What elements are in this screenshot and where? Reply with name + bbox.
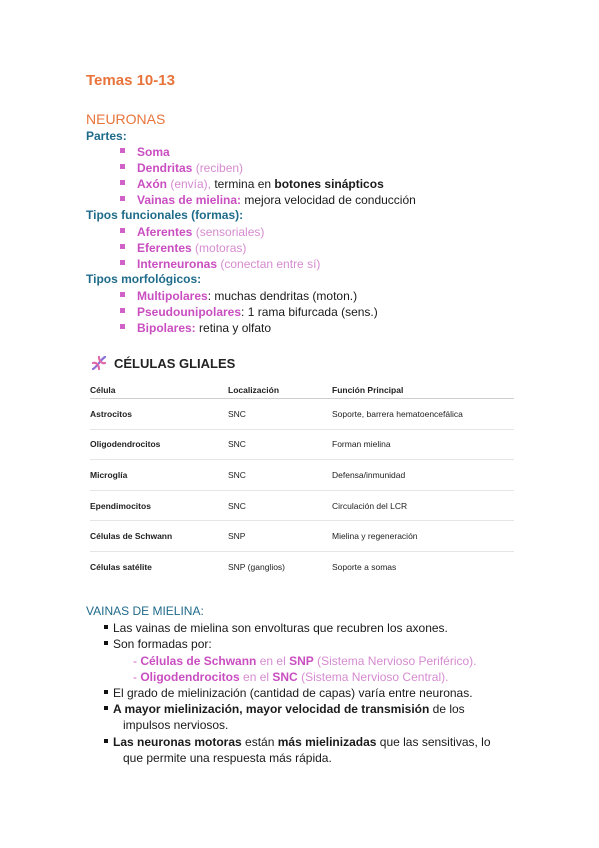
vainas-bullet: Son formadas por: <box>104 636 212 652</box>
cell-celula: Oligodendrocitos <box>90 439 161 450</box>
table-row <box>90 399 514 430</box>
morfologicos-item: Bipolares: retina y olfato <box>120 320 271 336</box>
table-header <box>90 382 514 399</box>
vainas-subitem: - Células de Schwann en el SNP (Sistema Nervioso Periférico). <box>133 654 477 668</box>
cell-funcion: Soporte a somas <box>332 561 397 572</box>
bullet-square-icon <box>120 196 125 201</box>
glial-heading <box>90 354 235 372</box>
table-row <box>90 491 514 522</box>
cell-celula: Células satélite <box>90 561 152 572</box>
partes-item: Vainas de mielina: mejora velocidad de conducción <box>120 192 416 208</box>
bullet-square-icon <box>120 324 125 329</box>
cell-funcion: Mielina y regeneración <box>332 531 418 542</box>
morfologicos-item: Pseudounipolares: 1 rama bifurcada (sens.) <box>120 304 378 320</box>
cell-funcion: Circulación del LCR <box>332 500 408 511</box>
partes-item: Soma <box>120 144 170 160</box>
cell-celula: Astrocitos <box>90 408 133 419</box>
morfologicos-item: Multipolares: muchas dendritas (moton.) <box>120 288 357 304</box>
cell-celula: Microglía <box>90 469 128 480</box>
column-header: Localización <box>228 385 280 395</box>
neuronas-heading: NEURONAS <box>86 111 166 127</box>
cell-localizacion: SNC <box>228 500 246 511</box>
column-header: Función Principal <box>332 385 404 395</box>
table-row <box>90 552 514 582</box>
partes-item: Dendritas (reciben) <box>120 160 243 176</box>
cell-localizacion: SNP (ganglios) <box>228 561 286 572</box>
bullet-square-icon <box>120 244 125 249</box>
bullet-square-icon <box>120 148 125 153</box>
bullet-square-icon <box>120 260 125 265</box>
funcionales-label: Tipos funcionales (formas): <box>86 208 244 222</box>
vainas-subitem: - Oligodendrocitos en el SNC (Sistema Nervioso Central). <box>133 670 449 684</box>
cell-celula: Células de Schwann <box>90 531 173 542</box>
partes-label: Partes: <box>86 129 127 143</box>
page-title: Temas 10-13 <box>86 72 175 89</box>
bullet-square-icon <box>104 739 108 743</box>
bullet-square-icon <box>120 180 125 185</box>
vainas-bullet: Las vainas de mielina son envolturas que recubren los axones. <box>104 620 448 636</box>
vainas-bullet: A mayor mielinización, mayor velocidad de transmisión de los <box>104 701 465 717</box>
bullet-square-icon <box>120 308 125 313</box>
table-row <box>90 460 514 491</box>
cell-localizacion: SNC <box>228 469 246 480</box>
cell-localizacion: SNP <box>228 531 246 542</box>
bullet-square-icon <box>120 164 125 169</box>
cell-celula: Ependimocitos <box>90 500 151 511</box>
bullet-square-icon <box>104 641 108 645</box>
table-row <box>90 521 514 552</box>
table-row <box>90 430 514 461</box>
glial-title: CÉLULAS GLIALES <box>114 355 236 371</box>
funcionales-item: Aferentes (sensoriales) <box>120 224 264 240</box>
vainas-heading: VAINAS DE MIELINA: <box>86 604 204 618</box>
cell-localizacion: SNC <box>228 408 246 419</box>
funcionales-item: Interneuronas (conectan entre sí) <box>120 256 320 272</box>
vainas-bullet: Las neuronas motoras están más mielinizadas que las sensitivas, lo <box>104 734 491 750</box>
vainas-bullet: El grado de mielinización (cantidad de capas) varía entre neuronas. <box>104 685 473 701</box>
cell-funcion: Forman mielina <box>332 439 391 450</box>
bullet-square-icon <box>104 625 108 629</box>
bullet-square-icon <box>104 690 108 694</box>
bullet-square-icon <box>104 706 108 710</box>
cell-funcion: Defensa/inmunidad <box>332 469 406 480</box>
bullet-square-icon <box>120 228 125 233</box>
vainas-continuation: que permite una respuesta más rápida. <box>123 751 332 765</box>
column-header: Célula <box>90 385 116 395</box>
dna-icon <box>90 354 108 372</box>
partes-item: Axón (envía), termina en botones sinápticos <box>120 176 384 192</box>
morfologicos-label: Tipos morfológicos: <box>86 272 202 286</box>
vainas-continuation: impulsos nerviosos. <box>123 718 229 732</box>
bullet-square-icon <box>120 292 125 297</box>
glial-table <box>90 382 514 582</box>
funcionales-item: Eferentes (motoras) <box>120 240 246 256</box>
cell-localizacion: SNC <box>228 439 246 450</box>
cell-funcion: Soporte, barrera hematoencefálica <box>332 408 463 419</box>
